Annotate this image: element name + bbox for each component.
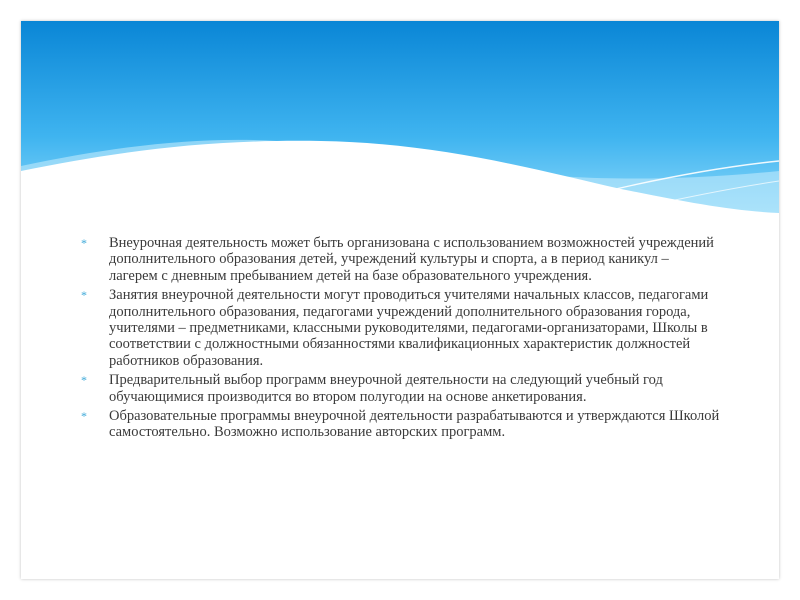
bullet-item <box>81 287 721 369</box>
bullet-item <box>81 372 721 405</box>
slide <box>21 21 779 579</box>
bullet-list <box>81 235 721 441</box>
bullet-text: Образовательные программы внеурочной деятельности разрабатываются и утверждаются Школой самостоятельно. Возможно использование авторских программ. <box>109 408 720 441</box>
bullet-marker-icon: * <box>81 373 87 388</box>
bullet-item <box>81 235 721 284</box>
bullet-text: Предварительный выбор программ внеурочной деятельности на следующий учебный год обучающимися производится во втором полугодии на основе анкетирования. <box>109 372 663 405</box>
header-wave-banner <box>21 21 779 231</box>
bullet-marker-icon: * <box>81 288 87 303</box>
bullet-item <box>81 408 721 441</box>
content-area <box>81 235 721 444</box>
bullet-marker-icon: * <box>81 236 87 250</box>
bullet-text: Внеурочная деятельность может быть организована с использованием возможностей учреждений дополнительного образования детей, учреждений культуры и спорта, а в период каникул – лагерем с дневным пребыванием детей на базе образовательного учреждения. <box>109 235 714 284</box>
bullet-text: Занятия внеурочной деятельности могут проводиться учителями начальных классов, педагогами дополнительного образования, педагогами учреждений дополнительного образования города, учителями – предметниками, классными руководителями, педагогами-организаторами, Школы в соответствии с должностными обязанностями квалификационных характеристик должностей работников образования. <box>109 287 709 369</box>
bullet-marker-icon: * <box>81 409 87 424</box>
